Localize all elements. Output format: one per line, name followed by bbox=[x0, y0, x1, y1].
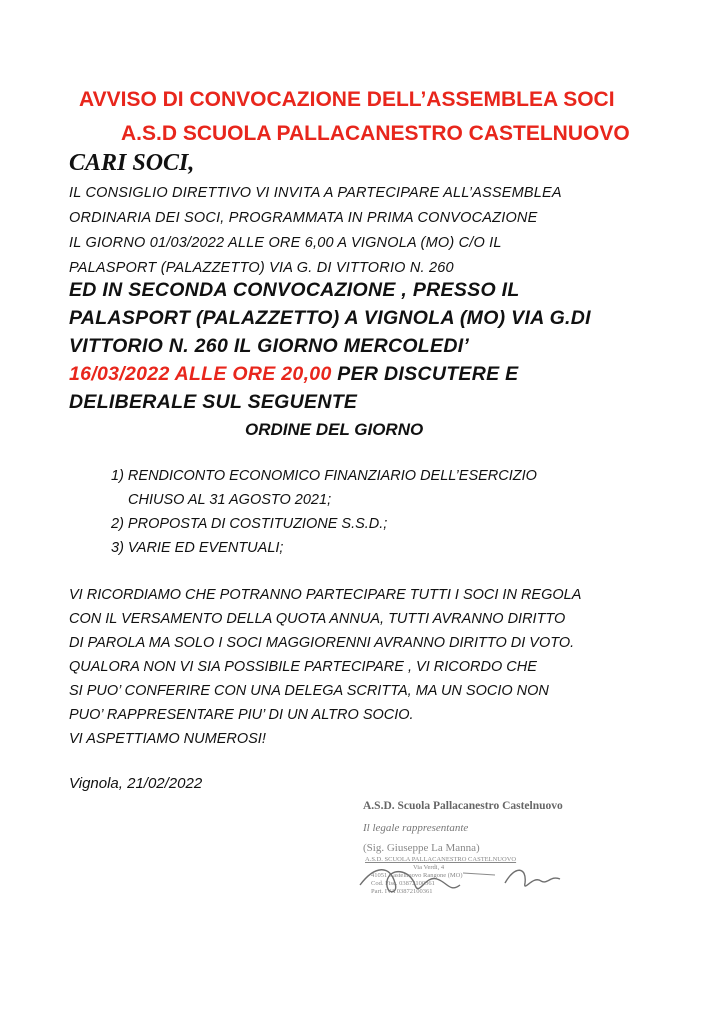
second-call-rest: PER DISCUTERE E bbox=[331, 363, 519, 385]
body-line: IL GIORNO 01/03/2022 ALLE ORE 6,00 A VIGNOLA (MO) C/O IL bbox=[69, 235, 502, 251]
agenda-item: 2) PROPOSTA DI COSTITUZIONE S.S.D.; bbox=[111, 516, 388, 532]
second-call-line: ED IN SECONDA CONVOCAZIONE , PRESSO IL bbox=[69, 279, 520, 301]
note-line: VI RICORDIAMO CHE POTRANNO PARTECIPARE TUTTI I SOCI IN REGOLA bbox=[69, 587, 582, 603]
second-call-datetime-line bbox=[69, 363, 518, 386]
second-call-line: DELIBERALE SUL SEGUENTE bbox=[69, 391, 358, 413]
note-line: VI ASPETTIAMO NUMEROSI! bbox=[69, 731, 266, 747]
stamp-box-line: Via Verdi, 4 bbox=[413, 864, 445, 871]
stamp-box-line: A.S.D. SCUOLA PALLACANESTRO CASTELNUOVO bbox=[365, 856, 517, 863]
stamp-name: (Sig. Giuseppe La Manna) bbox=[363, 842, 480, 854]
note-line: SI PUO’ CONFERIRE CON UNA DELEGA SCRITTA, MA UN SOCIO NON bbox=[69, 683, 549, 699]
stamp-org: A.S.D. Scuola Pallacanestro Castelnuovo bbox=[363, 800, 563, 812]
notice-title: AVVISO DI CONVOCAZIONE DELL’ASSEMBLEA SOCI bbox=[79, 88, 615, 111]
association-name: A.S.D SCUOLA PALLACANESTRO CASTELNUOVO bbox=[121, 122, 630, 145]
body-line: ORDINARIA DEI SOCI, PROGRAMMATA IN PRIMA CONVOCAZIONE bbox=[69, 210, 538, 226]
note-line: CON IL VERSAMENTO DELLA QUOTA ANNUA, TUTTI AVRANNO DIRITTO bbox=[69, 611, 566, 627]
second-call-datetime: 16/03/2022 ALLE ORE 20,00 bbox=[69, 363, 332, 385]
agenda-item: 3) VARIE ED EVENTUALI; bbox=[111, 540, 284, 556]
note-line: PUO’ RAPPRESENTARE PIU’ DI UN ALTRO SOCIO. bbox=[69, 707, 414, 723]
body-line: IL CONSIGLIO DIRETTIVO VI INVITA A PARTECIPARE ALL’ASSEMBLEA bbox=[69, 185, 562, 201]
stamp-box-line: Part. IVA 03872100361 bbox=[371, 888, 433, 895]
agenda-item-continuation: CHIUSO AL 31 AGOSTO 2021; bbox=[128, 492, 332, 508]
greeting: CARI SOCI, bbox=[69, 150, 195, 176]
body-line: PALASPORT (PALAZZETTO) VIA G. DI VITTORIO N. 260 bbox=[69, 260, 454, 276]
handwritten-signature bbox=[355, 855, 565, 900]
stamp-role: Il legale rappresentante bbox=[363, 822, 469, 834]
second-call-line: VITTORIO N. 260 IL GIORNO MERCOLEDI’ bbox=[69, 335, 470, 357]
stamp-box-line: Cod. Fisc. 03872100361 bbox=[371, 880, 435, 887]
note-line: QUALORA NON VI SIA POSSIBILE PARTECIPARE , VI RICORDO CHE bbox=[69, 659, 537, 675]
stamp-box-line: 41051 Castelnuovo Rangone (MO) bbox=[371, 872, 463, 879]
second-call-line: PALASPORT (PALAZZETTO) A VIGNOLA (MO) VIA G.DI bbox=[69, 307, 591, 329]
place-date: Vignola, 21/02/2022 bbox=[69, 775, 203, 792]
agenda-title: ORDINE DEL GIORNO bbox=[245, 420, 424, 439]
agenda-item: 1) RENDICONTO ECONOMICO FINANZIARIO DELL’ESERCIZIO bbox=[111, 468, 537, 484]
note-line: DI PAROLA MA SOLO I SOCI MAGGIORENNI AVRANNO DIRITTO DI VOTO. bbox=[69, 635, 575, 651]
